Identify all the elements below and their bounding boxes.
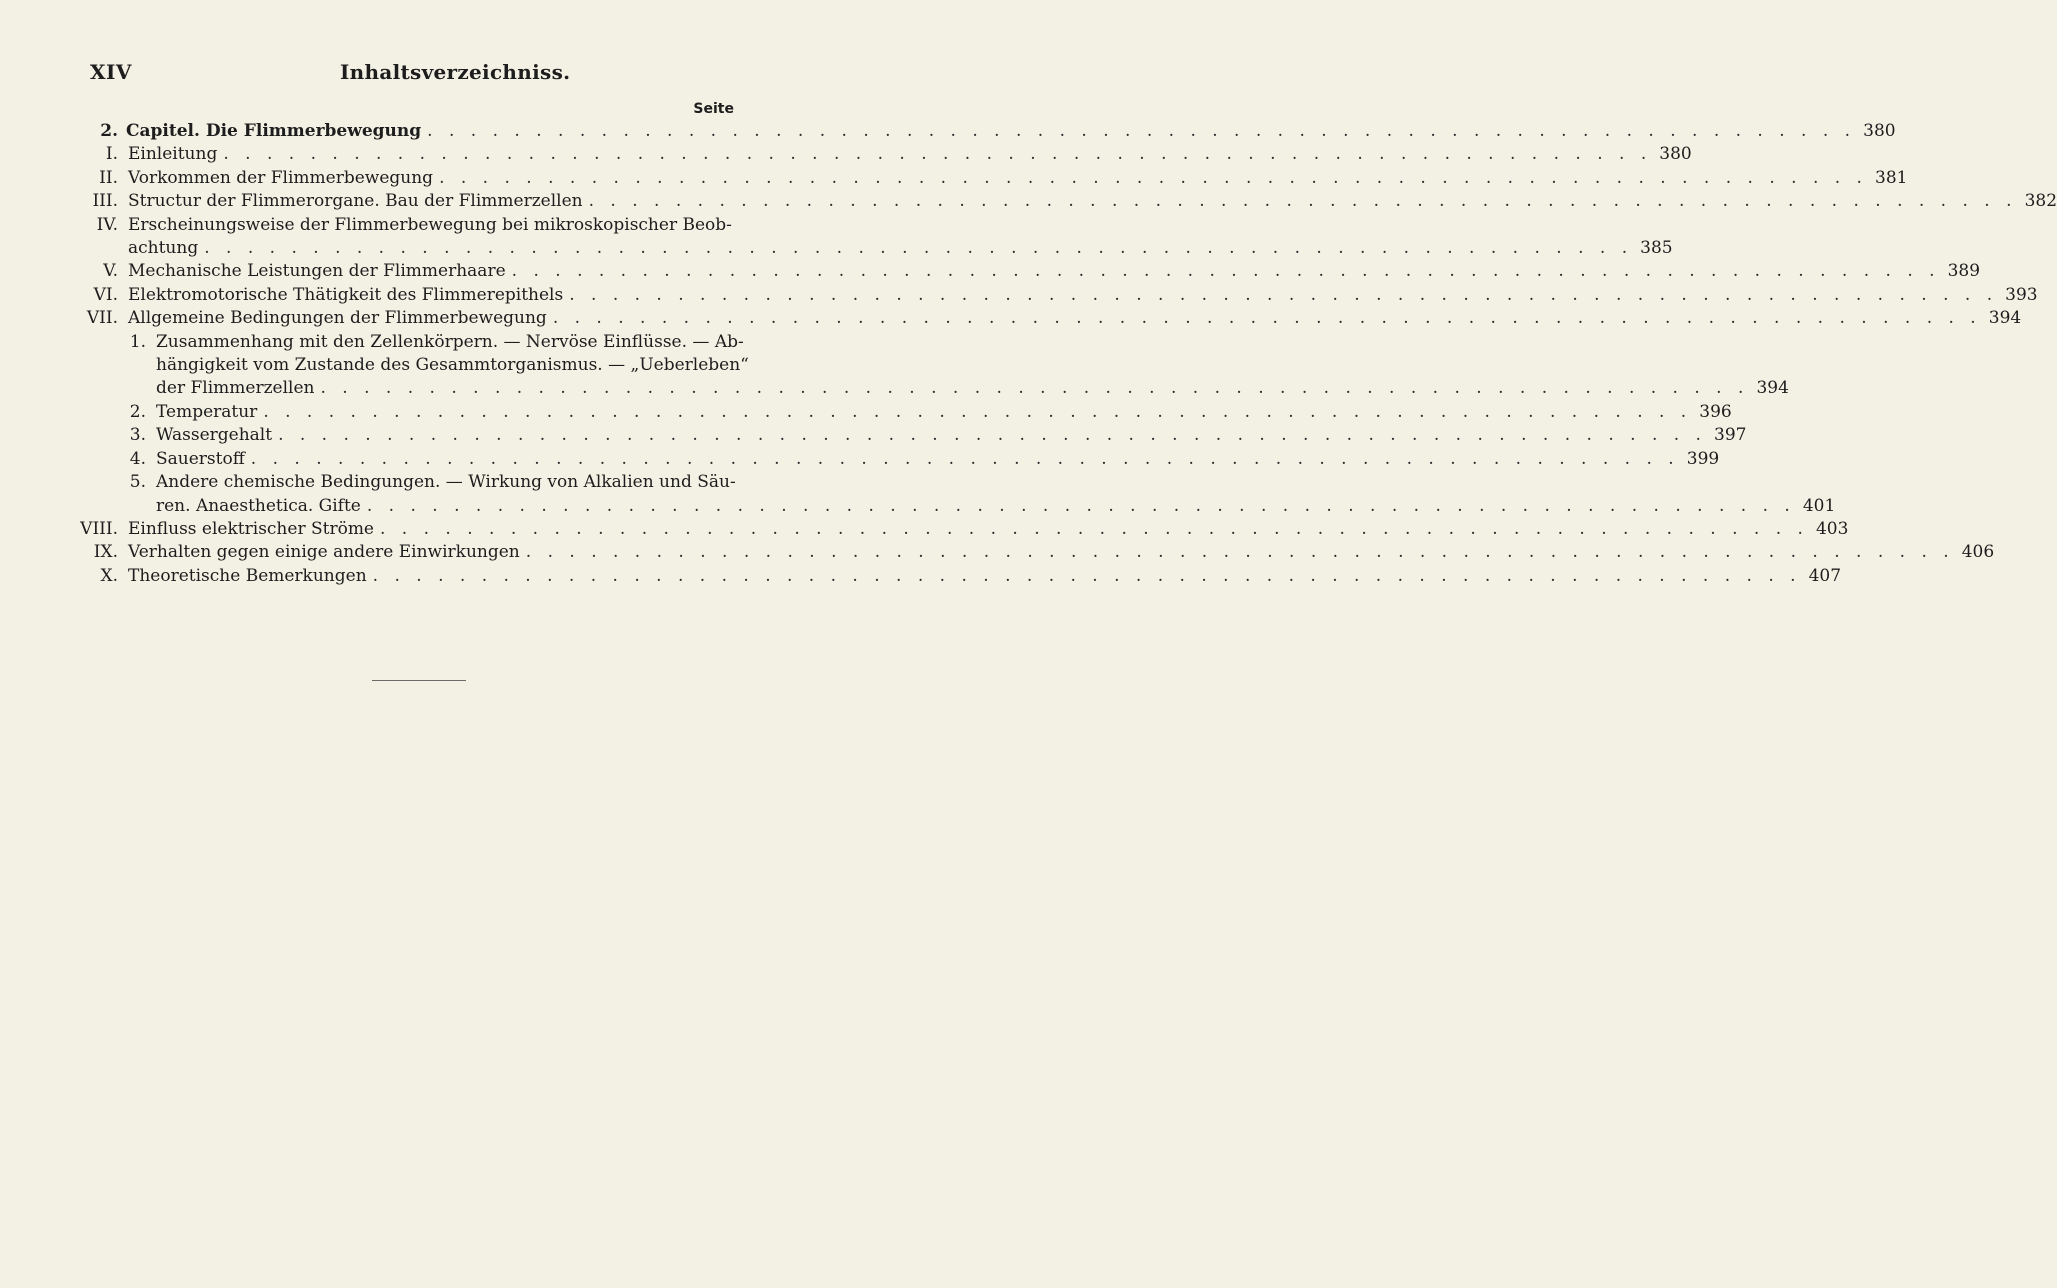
subsection-title: Sauerstoff — [156, 448, 245, 469]
section-number: VIII. — [80, 518, 118, 539]
section-title: Mechanische Leistungen der Flimmerhaare — [128, 261, 506, 282]
toc-entry — [72, 190, 2057, 213]
toc-entry — [72, 284, 2038, 307]
chapter-title: Capitel. Die Flimmerbewegung — [126, 121, 422, 141]
section-title: Elektromotorische Thätigkeit des Flimmerepithels — [128, 284, 564, 305]
chapter-page-number: 380 — [1863, 121, 1896, 141]
section-page-number: 382 — [2024, 191, 2057, 212]
subsection-number: 2. — [129, 401, 146, 422]
subsection-title-line: Zusammenhang mit den Zellenkörpern. — Nervöse Einflüsse. — Ab- — [156, 331, 744, 352]
dot-leader — [198, 237, 1632, 260]
subsection-title-continuation: hängigkeit vom Zustande des Gesammtorganismus. — „Ueberleben“ — [156, 355, 749, 376]
dot-leader — [547, 307, 1981, 330]
section-page-number: 389 — [1947, 261, 1981, 282]
section-page-number: 385 — [1640, 238, 1673, 259]
section-title: Verhalten gegen einige andere Einwirkungen — [128, 542, 520, 563]
toc-subentry — [72, 401, 1732, 424]
dot-leader — [257, 401, 1691, 424]
dot-leader — [361, 495, 1795, 518]
section-number: IV. — [96, 214, 118, 235]
section-page-number: 406 — [1961, 542, 1995, 563]
chapter-number: 2. — [100, 121, 118, 141]
seite-column-label: Seite — [693, 101, 734, 117]
page-folio: XIV — [90, 60, 132, 84]
toc-entry — [72, 307, 2022, 330]
section-title: Allgemeine Bedingungen der Flimmerbewegung — [128, 308, 547, 329]
dot-leader — [314, 377, 1748, 400]
subsection-title: Wassergehalt — [156, 425, 273, 446]
dot-leader — [433, 167, 1867, 190]
subsection-page-number: 396 — [1699, 401, 1732, 422]
toc-entry — [72, 541, 1995, 564]
subsection-page-number: 401 — [1802, 495, 1836, 516]
section-divider-rule — [372, 680, 466, 681]
toc-subentry — [72, 331, 1789, 401]
section-page-number: 394 — [1988, 308, 2022, 329]
subsection-page-number: 394 — [1756, 378, 1789, 399]
running-title: Inhaltsverzeichniss. — [340, 60, 571, 84]
toc-subentry — [72, 424, 1747, 447]
subsection-title: Temperatur — [156, 401, 258, 422]
section-title: Structur der Flimmerorgane. Bau der Flimmerzellen — [128, 191, 583, 212]
subsection-page-number: 399 — [1686, 448, 1720, 469]
section-page-number: 407 — [1808, 565, 1842, 586]
subsection-title-continuation: der Flimmerzellen — [156, 378, 315, 399]
toc-entry — [72, 143, 1692, 166]
toc-entry — [72, 167, 1908, 190]
section-number: II. — [99, 167, 118, 188]
section-number: VII. — [86, 308, 118, 329]
dot-leader — [367, 565, 1801, 588]
section-page-number: 393 — [2005, 284, 2038, 305]
dot-leader — [421, 120, 1855, 143]
toc-entry — [72, 214, 1673, 261]
subsection-title-continuation: ren. Anaesthetica. Gifte — [156, 495, 361, 516]
section-number: I. — [105, 144, 118, 165]
section-number: IX. — [93, 542, 118, 563]
section-number: III. — [92, 191, 118, 212]
toc-chapter-heading — [72, 120, 1896, 143]
dot-leader — [217, 143, 1651, 166]
subsection-number: 3. — [129, 425, 146, 446]
section-number: VI. — [93, 284, 118, 305]
dot-leader — [583, 190, 2017, 213]
section-title: Vorkommen der Flimmerbewegung — [128, 167, 434, 188]
toc-entry — [72, 260, 1981, 283]
subsection-number: 4. — [129, 448, 146, 469]
section-number: X. — [100, 565, 118, 586]
section-page-number: 403 — [1815, 518, 1849, 539]
section-title-line: Erscheinungsweise der Flimmerbewegung bei mikroskopischer Beob- — [128, 214, 732, 235]
section-title: Theoretische Bemerkungen — [128, 565, 367, 586]
section-title: Einfluss elektrischer Ströme — [128, 518, 374, 539]
section-page-number: 380 — [1659, 144, 1692, 165]
subsection-number: 1. — [129, 331, 146, 352]
dot-leader — [245, 448, 1679, 471]
subsection-title-line: Andere chemische Bedingungen. — Wirkung von Alkalien und Säu- — [156, 472, 736, 493]
toc-subentry — [72, 471, 1836, 518]
subsection-page-number: 397 — [1714, 425, 1747, 446]
section-number: V. — [103, 261, 118, 282]
table-of-contents — [72, 120, 2057, 588]
dot-leader — [374, 518, 1808, 541]
toc-entry — [72, 518, 1849, 541]
subsection-number: 5. — [129, 472, 146, 493]
toc-subentry — [72, 448, 1720, 471]
section-title: Einleitung — [128, 144, 218, 165]
toc-entry — [72, 565, 1842, 588]
dot-leader — [520, 541, 1954, 564]
dot-leader — [506, 260, 1940, 283]
section-page-number: 381 — [1875, 167, 1908, 188]
section-title-continuation: achtung — [128, 238, 199, 259]
dot-leader — [563, 284, 1997, 307]
dot-leader — [272, 424, 1706, 447]
